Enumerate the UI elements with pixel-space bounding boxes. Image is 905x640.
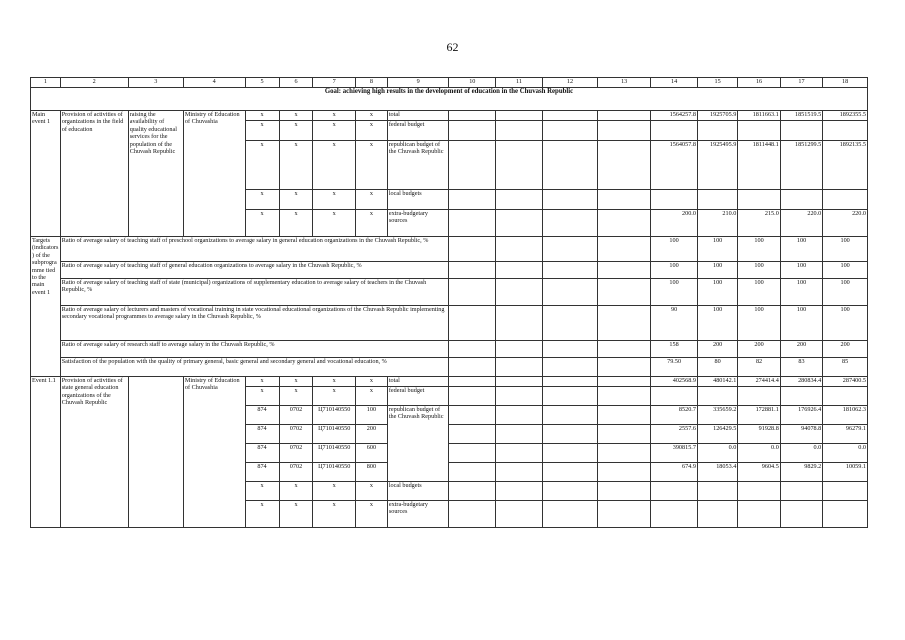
code-vr: x: [355, 121, 387, 141]
value-cell: 82: [738, 358, 780, 377]
value-cell: 1851519.5: [780, 111, 822, 121]
value-cell: 1564257.8: [651, 111, 698, 121]
code-csr: Ц710140550: [313, 463, 355, 482]
empty-cell: [449, 358, 496, 377]
code-csr: x: [313, 501, 355, 528]
value-cell: 100: [780, 279, 822, 306]
code-vr: x: [355, 111, 387, 121]
value-cell: [697, 121, 737, 141]
empty-cell: [496, 358, 543, 377]
column-number: 6: [279, 78, 313, 88]
empty-cell: [542, 463, 597, 482]
value-cell: 1925495.9: [697, 141, 737, 190]
event1-label: Main event 1: [31, 111, 61, 237]
value-cell: 480142.1: [697, 377, 737, 387]
empty-cell: [496, 306, 543, 341]
empty-cell: [449, 111, 496, 121]
empty-cell: [496, 482, 543, 501]
code-rzpr: x: [279, 377, 313, 387]
indicator-row: [31, 306, 868, 341]
column-number: 13: [598, 78, 651, 88]
value-cell: 335659.2: [697, 406, 737, 425]
code-rzpr: x: [279, 210, 313, 237]
value-cell: [697, 190, 737, 210]
value-cell: [651, 121, 698, 141]
value-cell: 0.0: [823, 444, 868, 463]
value-cell: 280834.4: [780, 377, 822, 387]
value-cell: 91928.8: [738, 425, 780, 444]
value-cell: 1811663.1: [738, 111, 780, 121]
value-cell: 90: [651, 306, 698, 341]
value-cell: [651, 387, 698, 406]
empty-cell: [598, 190, 651, 210]
value-cell: 100: [738, 279, 780, 306]
empty-cell: [598, 141, 651, 190]
column-number: 4: [183, 78, 245, 88]
column-number: 14: [651, 78, 698, 88]
event11-purpose: [128, 377, 183, 528]
indicator-text: Ratio of average salary of lecturers and masters of vocational training in state vocational educational organizations of the Chuvash Republic implementing secondary vocational programmes to average salary in the Chuvash Republic, %: [60, 306, 449, 341]
funding-source: total: [387, 111, 449, 121]
value-cell: 100: [823, 279, 868, 306]
value-cell: 215.0: [738, 210, 780, 237]
value-cell: 126429.5: [697, 425, 737, 444]
indicator-text: Satisfaction of the population with the quality of primary general, basic general and secondary general and vocational education, %: [60, 358, 449, 377]
empty-cell: [542, 121, 597, 141]
empty-cell: [542, 111, 597, 121]
empty-cell: [496, 377, 543, 387]
empty-cell: [496, 237, 543, 262]
empty-cell: [496, 121, 543, 141]
indicator-text: Ratio of average salary of research staff to average salary in the Chuvash Republic, %: [60, 341, 449, 358]
empty-cell: [449, 237, 496, 262]
value-cell: 200: [738, 341, 780, 358]
value-cell: 100: [780, 237, 822, 262]
empty-cell: [598, 406, 651, 425]
column-number: 12: [542, 78, 597, 88]
empty-cell: [542, 210, 597, 237]
empty-cell: [542, 341, 597, 358]
empty-cell: [496, 406, 543, 425]
column-number: 5: [245, 78, 279, 88]
value-cell: 100: [738, 306, 780, 341]
empty-cell: [449, 501, 496, 528]
value-cell: [780, 190, 822, 210]
value-cell: 1851299.5: [780, 141, 822, 190]
value-cell: 274414.4: [738, 377, 780, 387]
empty-cell: [496, 463, 543, 482]
code-vr: x: [355, 141, 387, 190]
header-row: [31, 78, 868, 88]
value-cell: 2557.6: [651, 425, 698, 444]
column-number: 15: [697, 78, 737, 88]
value-cell: 1811448.1: [738, 141, 780, 190]
empty-cell: [496, 444, 543, 463]
empty-cell: [598, 262, 651, 279]
value-cell: [738, 482, 780, 501]
code-grbs: x: [245, 141, 279, 190]
code-csr: x: [313, 482, 355, 501]
funding-source: extra-budgetary sources: [387, 210, 449, 237]
empty-cell: [449, 444, 496, 463]
value-cell: 200: [697, 341, 737, 358]
value-cell: [823, 501, 868, 528]
value-cell: 158: [651, 341, 698, 358]
value-cell: 100: [780, 306, 822, 341]
empty-cell: [496, 111, 543, 121]
code-vr: x: [355, 190, 387, 210]
empty-cell: [598, 377, 651, 387]
value-cell: 0.0: [697, 444, 737, 463]
empty-cell: [496, 279, 543, 306]
code-vr: x: [355, 387, 387, 406]
empty-cell: [598, 111, 651, 121]
code-grbs: 874: [245, 463, 279, 482]
value-cell: [738, 501, 780, 528]
code-grbs: x: [245, 190, 279, 210]
code-csr: x: [313, 387, 355, 406]
value-cell: 100: [697, 279, 737, 306]
value-cell: 1892135.5: [823, 141, 868, 190]
empty-cell: [542, 358, 597, 377]
indicator-row: [31, 358, 868, 377]
empty-cell: [496, 425, 543, 444]
value-cell: 674.9: [651, 463, 698, 482]
code-grbs: x: [245, 121, 279, 141]
empty-cell: [542, 262, 597, 279]
funding-source: extra-budgetary sources: [387, 501, 449, 528]
empty-cell: [598, 306, 651, 341]
indicator-row: [31, 262, 868, 279]
column-number: 10: [449, 78, 496, 88]
code-rzpr: 0702: [279, 425, 313, 444]
code-rzpr: x: [279, 121, 313, 141]
value-cell: 100: [823, 237, 868, 262]
indicators-label: Targets (indicators) of the subprogramme tied to the main event 1: [31, 237, 61, 377]
value-cell: [780, 501, 822, 528]
code-csr: x: [313, 121, 355, 141]
funding-source: republican budget of the Chuvash Republic: [387, 406, 449, 482]
empty-cell: [449, 306, 496, 341]
code-rzpr: x: [279, 141, 313, 190]
goal-row: [31, 88, 868, 111]
empty-cell: [449, 425, 496, 444]
empty-cell: [496, 501, 543, 528]
budget-table: [30, 77, 868, 528]
value-cell: [697, 482, 737, 501]
empty-cell: [449, 406, 496, 425]
value-cell: [738, 190, 780, 210]
empty-cell: [598, 237, 651, 262]
value-cell: 181062.3: [823, 406, 868, 425]
code-grbs: x: [245, 501, 279, 528]
empty-cell: [598, 210, 651, 237]
code-rzpr: x: [279, 111, 313, 121]
value-cell: 287400.5: [823, 377, 868, 387]
value-cell: 100: [780, 262, 822, 279]
value-cell: 200: [780, 341, 822, 358]
value-cell: 94078.8: [780, 425, 822, 444]
indicator-text: Ratio of average salary of teaching staff of state (municipal) organizations of supplementary education to average salary of teachers in the Chuvash Republic, %: [60, 279, 449, 306]
funding-source: federal budget: [387, 121, 449, 141]
funding-source: local budgets: [387, 482, 449, 501]
column-number: 16: [738, 78, 780, 88]
indicator-row: [31, 237, 868, 262]
empty-cell: [598, 463, 651, 482]
value-cell: 96279.1: [823, 425, 868, 444]
value-cell: 100: [697, 306, 737, 341]
empty-cell: [542, 406, 597, 425]
code-csr: Ц710140550: [313, 406, 355, 425]
empty-cell: [542, 190, 597, 210]
indicator-text: Ratio of average salary of teaching staff of preschool organizations to average salary in general education organizations in the Chuvash Republic, %: [60, 237, 449, 262]
empty-cell: [449, 341, 496, 358]
empty-cell: [449, 210, 496, 237]
code-csr: x: [313, 141, 355, 190]
code-rzpr: x: [279, 482, 313, 501]
code-grbs: x: [245, 377, 279, 387]
column-number: 9: [387, 78, 449, 88]
value-cell: [697, 501, 737, 528]
value-cell: 9829.2: [780, 463, 822, 482]
code-grbs: 874: [245, 425, 279, 444]
empty-cell: [542, 306, 597, 341]
value-cell: [823, 121, 868, 141]
code-csr: x: [313, 210, 355, 237]
event1-executor: Ministry of Education of Chuvashia: [183, 111, 245, 237]
empty-cell: [598, 425, 651, 444]
empty-cell: [598, 444, 651, 463]
empty-cell: [496, 190, 543, 210]
code-vr: x: [355, 210, 387, 237]
value-cell: [780, 121, 822, 141]
code-vr: 200: [355, 425, 387, 444]
empty-cell: [496, 262, 543, 279]
column-number: 7: [313, 78, 355, 88]
code-grbs: x: [245, 387, 279, 406]
empty-cell: [542, 237, 597, 262]
empty-cell: [542, 141, 597, 190]
value-cell: 0.0: [738, 444, 780, 463]
empty-cell: [496, 341, 543, 358]
value-cell: [738, 121, 780, 141]
code-rzpr: 0702: [279, 406, 313, 425]
empty-cell: [449, 190, 496, 210]
code-vr: x: [355, 377, 387, 387]
value-cell: 100: [651, 237, 698, 262]
value-cell: 80: [697, 358, 737, 377]
value-cell: 0.0: [780, 444, 822, 463]
code-grbs: x: [245, 482, 279, 501]
empty-cell: [598, 482, 651, 501]
empty-cell: [496, 141, 543, 190]
event1-purpose: raising the availability of quality educational services for the population of the Chuvash Republic: [128, 111, 183, 237]
code-rzpr: x: [279, 190, 313, 210]
empty-cell: [449, 121, 496, 141]
value-cell: 200.0: [651, 210, 698, 237]
code-rzpr: x: [279, 501, 313, 528]
code-grbs: x: [245, 111, 279, 121]
column-number: 1: [31, 78, 61, 88]
column-number: 3: [128, 78, 183, 88]
value-cell: [823, 482, 868, 501]
value-cell: 402568.9: [651, 377, 698, 387]
code-vr: x: [355, 501, 387, 528]
value-cell: [780, 387, 822, 406]
value-cell: 100: [651, 262, 698, 279]
empty-cell: [598, 279, 651, 306]
column-number: 18: [823, 78, 868, 88]
code-rzpr: 0702: [279, 444, 313, 463]
empty-cell: [449, 463, 496, 482]
code-csr: x: [313, 111, 355, 121]
empty-cell: [542, 444, 597, 463]
value-cell: 210.0: [697, 210, 737, 237]
value-cell: 176926.4: [780, 406, 822, 425]
value-cell: [823, 190, 868, 210]
funding-source: total: [387, 377, 449, 387]
value-cell: 100: [697, 237, 737, 262]
value-cell: 220.0: [823, 210, 868, 237]
value-cell: 100: [738, 262, 780, 279]
empty-cell: [542, 377, 597, 387]
empty-cell: [449, 377, 496, 387]
code-vr: x: [355, 482, 387, 501]
indicator-text: Ratio of average salary of teaching staff of general education organizations to average salary in the Chuvash Republic, %: [60, 262, 449, 279]
value-cell: 9604.5: [738, 463, 780, 482]
empty-cell: [449, 387, 496, 406]
code-grbs: 874: [245, 444, 279, 463]
empty-cell: [542, 425, 597, 444]
funding-source: federal budget: [387, 387, 449, 406]
code-vr: 100: [355, 406, 387, 425]
code-csr: Ц710140550: [313, 425, 355, 444]
code-csr: x: [313, 190, 355, 210]
empty-cell: [449, 141, 496, 190]
value-cell: [651, 190, 698, 210]
value-cell: 18053.4: [697, 463, 737, 482]
code-rzpr: 0702: [279, 463, 313, 482]
indicator-row: [31, 341, 868, 358]
empty-cell: [542, 279, 597, 306]
value-cell: 100: [823, 306, 868, 341]
value-cell: 100: [697, 262, 737, 279]
value-cell: [651, 482, 698, 501]
event11-executor: Ministry of Education of Chuvashia: [183, 377, 245, 528]
empty-cell: [449, 482, 496, 501]
funding-source: republican budget of the Chuvash Republic: [387, 141, 449, 190]
code-grbs: 874: [245, 406, 279, 425]
code-vr: 800: [355, 463, 387, 482]
empty-cell: [598, 358, 651, 377]
value-cell: 100: [651, 279, 698, 306]
value-cell: 1564057.8: [651, 141, 698, 190]
indicator-row: [31, 279, 868, 306]
value-cell: 220.0: [780, 210, 822, 237]
empty-cell: [542, 501, 597, 528]
value-cell: [780, 482, 822, 501]
event1-description: Provision of activities of organizations in the field of education: [60, 111, 128, 237]
value-cell: 85: [823, 358, 868, 377]
value-cell: [823, 387, 868, 406]
column-number: 2: [60, 78, 128, 88]
empty-cell: [542, 387, 597, 406]
value-cell: 10059.1: [823, 463, 868, 482]
empty-cell: [496, 210, 543, 237]
value-cell: 1892355.5: [823, 111, 868, 121]
value-cell: 8520.7: [651, 406, 698, 425]
column-number: 8: [355, 78, 387, 88]
value-cell: 83: [780, 358, 822, 377]
empty-cell: [598, 387, 651, 406]
goal-title: Goal: achieving high results in the development of education in the Chuvash Republic: [31, 88, 868, 111]
column-number: 17: [780, 78, 822, 88]
column-number: 11: [496, 78, 543, 88]
value-cell: [738, 387, 780, 406]
event11-row: [31, 377, 868, 387]
value-cell: 79.50: [651, 358, 698, 377]
code-csr: Ц710140550: [313, 444, 355, 463]
code-rzpr: x: [279, 387, 313, 406]
empty-cell: [449, 262, 496, 279]
empty-cell: [449, 279, 496, 306]
value-cell: [697, 387, 737, 406]
value-cell: 100: [738, 237, 780, 262]
empty-cell: [542, 482, 597, 501]
funding-source: local budgets: [387, 190, 449, 210]
empty-cell: [496, 387, 543, 406]
value-cell: 390815.7: [651, 444, 698, 463]
event1-row: [31, 111, 868, 121]
empty-cell: [598, 341, 651, 358]
value-cell: 200: [823, 341, 868, 358]
empty-cell: [598, 121, 651, 141]
code-vr: 600: [355, 444, 387, 463]
code-csr: x: [313, 377, 355, 387]
value-cell: 100: [823, 262, 868, 279]
page-number: 62: [446, 40, 459, 54]
event11-description: Provision of activities of state general education organizations of the Chuvash Republic: [60, 377, 128, 528]
empty-cell: [598, 501, 651, 528]
value-cell: 172881.1: [738, 406, 780, 425]
event11-label: Event 1.1: [31, 377, 61, 528]
value-cell: [651, 501, 698, 528]
code-grbs: x: [245, 210, 279, 237]
value-cell: 1925705.9: [697, 111, 737, 121]
